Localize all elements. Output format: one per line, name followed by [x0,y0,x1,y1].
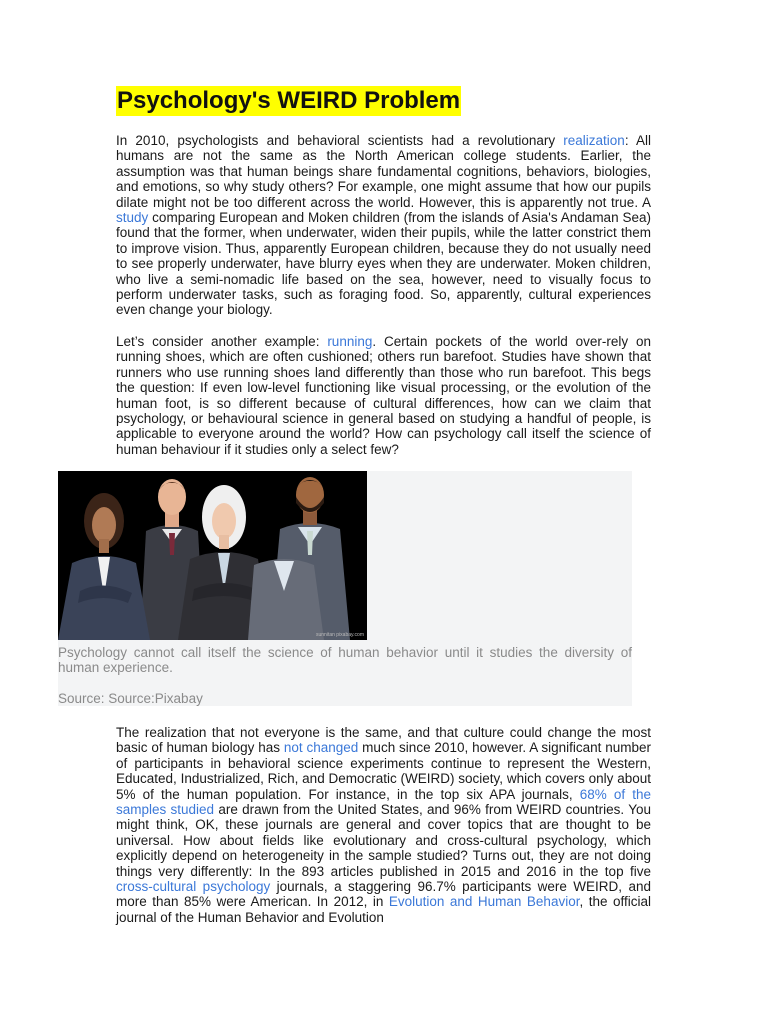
p3-text-1: The realization that not everyone is the same, and that culture could change the most basic of human biology has [116,725,651,756]
article-title: Psychology's WEIRD Problem [117,87,461,114]
image-credit: sunnitan pixabay.com [316,632,364,638]
figure-source: Source: Source:Pixabay [58,691,203,706]
not-changed-link[interactable]: not changed [283,740,359,756]
figure [58,471,632,706]
p1-text-3: comparing European and Moken children (from the islands of Asia's Andaman Sea) found that the former, when underwater, widen their pupils, while the latter constrict them to improve vision. Thus, apparently European children, because they do not usually need to see properly underwater, have blurry eyes when they are underwater. Moken children, who live a semi-nomadic life based on the sea, however, need to visually focus to perform underwater tasks, such as foraging food. So, apparently, cultural experiences even change your biology. [116,210,651,318]
p3-text-2: much since 2010, however. A significant number of participants in behavioral science experiments continue to represent the Western, Educated, Industrialized, Rich, and Democratic (WEIRD) society, which covers only about 5% of the human population. For instance, in the top six APA journals, [116,740,651,802]
evolution-human-behavior-link[interactable]: Evolution and Human Behavior [388,894,580,910]
running-link[interactable]: running [327,334,373,349]
study-link[interactable]: study [116,210,149,226]
realization-link[interactable]: realization [563,133,625,148]
group-of-professionals-illustration [58,471,367,640]
paragraph-3 [116,725,651,925]
p2-text-2: . Certain pockets of the world over-rely on running shoes, which are often cushioned; others run barefoot. Studies have shown that runners who use running shoes land differently than those who run barefoot. This begs the question: If even low-level functioning like visual processing, or the evolution of the human foot, is so different because of cultural differences, how can we claim that psychology, or behavioural science in general based on studying a handful of people, is applicable to everyone around the world? How can psychology call itself the science of human behaviour if it studies only a select few? [116,334,651,457]
cross-cultural-psychology-link[interactable]: cross-cultural psychology [116,879,271,895]
p3-text-5: , the official journal of the Human Behavior and Evolution [116,894,651,925]
p1-text-1: In 2010, psychologists and behavioral scientists had a revolutionary [116,133,564,148]
figure-caption: Psychology cannot call itself the science of human behavior until it studies the diversity of human experience. [58,645,632,676]
paragraph-1 [116,133,651,318]
paragraph-2 [116,334,651,457]
p3-text-4: journals, a staggering 96.7% participants were WEIRD, and more than 85% were American. In 2012, in [116,879,651,910]
p3-text-3: are drawn from the United States, and 96% from WEIRD countries. You might think, OK, these journals are general and cover topics that are thought to be universal. How about fields like evolutionary and cross-cultural psychology, which explicitly depend on heterogeneity in the sample studied? Turns out, they are not doing things very differently: In the 893 articles published in 2015 and 2016 in the top five [116,802,651,879]
samples-studied-link[interactable]: 68% of the samples studied [116,786,651,818]
p1-text-2: : All humans are not the same as the North American college students. Earlier, the assumption was that human beings share fundamental cognitions, behaviors, biologies, and emotions, so why study others? For example, one might assume that how our pupils dilate might not be too different across the world. However, this is apparently not true. A [116,133,651,210]
p2-text-1: Let’s consider another example: [116,334,328,349]
